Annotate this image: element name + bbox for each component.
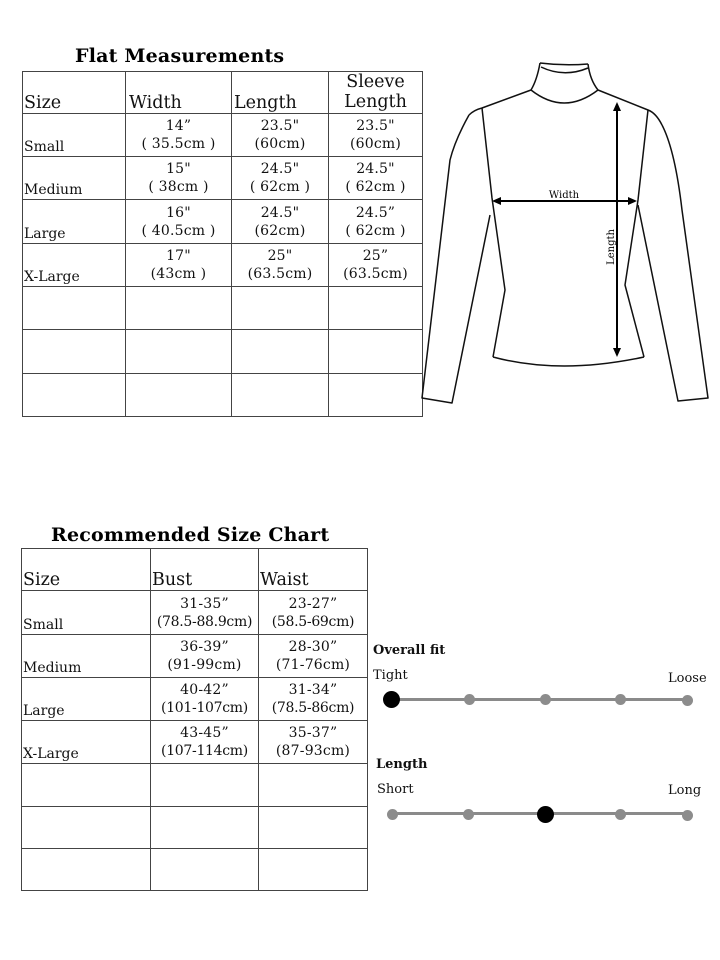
empty-cell	[126, 374, 232, 417]
value-cm: (91-99cm)	[167, 657, 242, 673]
value-in: 24.5"	[356, 161, 395, 177]
size-label: Medium	[24, 181, 83, 198]
value-in: 25"	[267, 248, 293, 264]
value-cm: (107-114cm)	[161, 743, 248, 759]
value-cm: ( 62cm )	[249, 179, 311, 195]
header-sleeve-line2: Length	[344, 92, 407, 112]
overall-fit-title: Overall fit	[373, 643, 446, 658]
header-width: Width	[126, 72, 232, 114]
length-step-5[interactable]	[682, 810, 693, 821]
value-in: 25”	[362, 248, 389, 264]
size-cell	[23, 114, 126, 157]
value-in: 23.5"	[260, 118, 300, 134]
size-cell	[23, 157, 126, 200]
overall-fit-max-label: Loose	[668, 671, 707, 686]
value-cm: ( 40.5cm )	[141, 222, 216, 239]
empty-row	[23, 330, 423, 374]
flat-measurements-table	[22, 71, 423, 417]
sleeve-cell	[329, 114, 423, 157]
overall-fit-step-5[interactable]	[682, 695, 693, 706]
empty-row	[23, 374, 423, 417]
empty-cell	[151, 764, 259, 807]
value-in: 24.5"	[260, 161, 300, 177]
value-in: 40-42”	[180, 682, 229, 698]
length-scale-title: Length	[376, 757, 428, 772]
sleeve-cell	[329, 157, 423, 200]
value-in: 24.5"	[260, 204, 300, 221]
value-cm: (78.5-88.9cm)	[156, 613, 253, 630]
width-cell	[126, 157, 232, 200]
value-cm: ( 62cm )	[345, 222, 406, 239]
size-cell	[22, 678, 151, 721]
value-in: 15"	[166, 161, 191, 177]
flat-measurements-title: Flat Measurements	[75, 45, 285, 67]
header-sleeve-length	[329, 72, 423, 114]
empty-cell	[22, 807, 151, 849]
sweater-outline-icon	[422, 63, 708, 403]
value-cm: (60cm)	[254, 136, 306, 152]
size-label: Large	[23, 702, 65, 719]
empty-row	[22, 764, 368, 807]
length-label: Length	[606, 229, 617, 265]
bust-cell	[151, 635, 259, 678]
table-row	[23, 200, 423, 244]
size-label: X-Large	[24, 268, 80, 285]
width-cell	[126, 200, 232, 244]
length-scale-max-label: Long	[668, 783, 702, 798]
length-cell	[232, 200, 329, 244]
width-label: Width	[548, 190, 580, 201]
value-cm: (43cm )	[150, 266, 207, 282]
waist-cell	[259, 678, 368, 721]
size-cell	[23, 244, 126, 287]
header-bust: Bust	[151, 549, 259, 591]
empty-cell	[259, 807, 368, 849]
value-cm: (78.5-86cm)	[271, 700, 355, 716]
size-label: Small	[23, 616, 64, 633]
length-scale-min-label: Short	[377, 782, 414, 797]
empty-cell	[329, 330, 423, 374]
table-row	[23, 157, 423, 200]
overall-fit-min-label: Tight	[373, 668, 408, 683]
header-size: Size	[23, 72, 126, 114]
bust-cell	[151, 591, 259, 635]
value-in: 43-45”	[180, 725, 229, 741]
overall-fit-step-2[interactable]	[464, 694, 475, 705]
length-step-4[interactable]	[615, 809, 626, 820]
header-waist: Waist	[259, 549, 368, 591]
value-in: 16"	[166, 204, 191, 221]
empty-cell	[126, 287, 232, 330]
length-step-2[interactable]	[463, 809, 474, 820]
sweater-diagram	[415, 55, 715, 415]
value-in: 28-30”	[288, 639, 338, 655]
length-step-1[interactable]	[387, 809, 398, 820]
overall-fit-step-4[interactable]	[615, 694, 626, 705]
length-cell	[232, 244, 329, 287]
width-cell	[126, 244, 232, 287]
empty-row	[23, 287, 423, 330]
empty-cell	[23, 374, 126, 417]
empty-cell	[259, 849, 368, 891]
empty-cell	[232, 287, 329, 330]
value-in: 36-39”	[180, 639, 229, 655]
table-row	[22, 635, 368, 678]
table-row	[23, 244, 423, 287]
value-cm: (101-107cm)	[161, 700, 248, 716]
size-cell	[22, 591, 151, 635]
waist-cell	[259, 721, 368, 764]
length-step-3-selected[interactable]	[537, 806, 554, 823]
size-label: Medium	[23, 659, 82, 676]
empty-row	[22, 849, 368, 891]
size-label: Small	[24, 138, 65, 155]
sleeve-cell	[329, 244, 423, 287]
value-in: 23-27”	[288, 595, 338, 612]
size-cell	[22, 721, 151, 764]
overall-fit-step-3[interactable]	[540, 694, 551, 705]
empty-cell	[232, 330, 329, 374]
empty-cell	[22, 764, 151, 807]
length-cell	[232, 114, 329, 157]
table-row	[23, 114, 423, 157]
empty-cell	[23, 287, 126, 330]
size-label: X-Large	[23, 745, 79, 762]
empty-cell	[22, 849, 151, 891]
value-in: 14”	[165, 118, 192, 134]
value-cm: (62cm)	[254, 222, 306, 239]
empty-cell	[126, 330, 232, 374]
value-in: 24.5”	[355, 204, 396, 221]
value-in: 31-34”	[288, 682, 338, 698]
value-cm: (71-76cm)	[275, 657, 351, 673]
recommended-size-table	[21, 548, 368, 891]
value-cm: (58.5-69cm)	[271, 613, 355, 630]
table-header-row	[22, 549, 368, 591]
size-cell	[22, 635, 151, 678]
value-in: 35-37”	[288, 725, 338, 741]
empty-cell	[23, 330, 126, 374]
value-cm: (60cm)	[349, 136, 402, 152]
header-size: Size	[22, 549, 151, 591]
empty-cell	[259, 764, 368, 807]
empty-cell	[232, 374, 329, 417]
value-cm: ( 62cm )	[345, 179, 406, 195]
empty-cell	[151, 807, 259, 849]
table-row	[22, 678, 368, 721]
value-cm: (63.5cm)	[247, 266, 313, 282]
overall-fit-step-1-selected[interactable]	[383, 691, 400, 708]
size-label: Large	[24, 225, 66, 242]
table-header-row	[23, 72, 423, 114]
empty-cell	[151, 849, 259, 891]
value-cm: ( 35.5cm )	[141, 136, 216, 152]
bust-cell	[151, 678, 259, 721]
table-row	[22, 721, 368, 764]
waist-cell	[259, 635, 368, 678]
value-cm: ( 38cm )	[148, 179, 209, 195]
value-in: 23.5"	[356, 118, 395, 134]
length-cell	[232, 157, 329, 200]
value-in: 17"	[166, 248, 191, 264]
value-in: 31-35”	[180, 595, 229, 612]
value-cm: (87-93cm)	[275, 743, 351, 759]
size-cell	[23, 200, 126, 244]
table-row	[22, 591, 368, 635]
empty-row	[22, 807, 368, 849]
width-cell	[126, 114, 232, 157]
empty-cell	[329, 287, 423, 330]
recommended-size-chart-title: Recommended Size Chart	[51, 524, 330, 546]
waist-cell	[259, 591, 368, 635]
header-length: Length	[232, 72, 329, 114]
bust-cell	[151, 721, 259, 764]
sleeve-cell	[329, 200, 423, 244]
value-cm: (63.5cm)	[343, 266, 408, 282]
empty-cell	[329, 374, 423, 417]
header-sleeve-line1: Sleeve	[346, 72, 405, 92]
